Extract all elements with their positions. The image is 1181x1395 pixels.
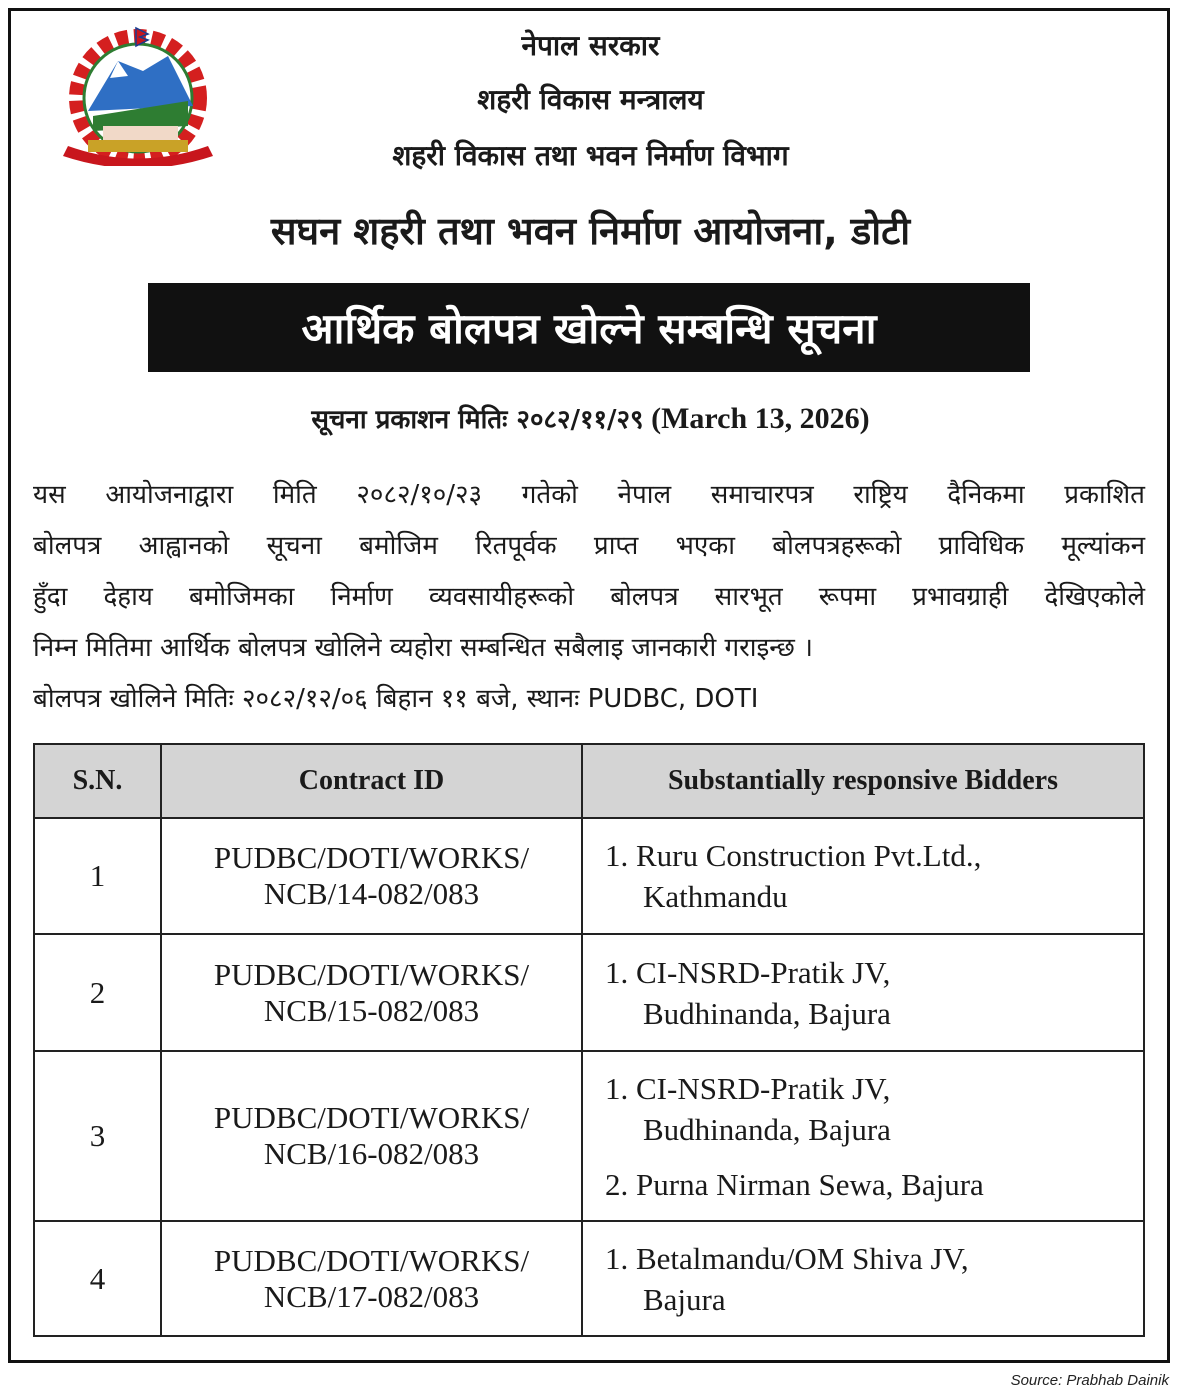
opening-details: बोलपत्र खोलिने मितिः २०८२/१२/०६ बिहान ११ बजे, स्थानः PUDBC, DOTI xyxy=(33,684,759,714)
bidder xyxy=(605,835,1142,917)
bidder xyxy=(605,1068,1142,1150)
body-line: बोलपत्र आह्वानको सूचना बमोजिम रितपूर्वक प्राप्त भएका बोलपत्रहरूको प्राविधिक मूल्यांकन xyxy=(33,531,1145,561)
body-line: हुँदा देहाय बमोजिमका निर्माण व्यवसायीहरूको बोलपत्र सारभूत रूपमा प्रभावग्राही देखिएकोले xyxy=(33,582,1145,612)
contract-id-line: PUDBC/DOTI/WORKS/ xyxy=(213,840,530,875)
government-name: नेपाल सरकार xyxy=(521,29,660,62)
row-contract-id xyxy=(161,1051,582,1221)
bidder-name: 2. Purna Nirman Sewa, Bajura xyxy=(605,1166,984,1202)
contract-id-line: NCB/17-082/083 xyxy=(263,1278,480,1314)
notice-title: आर्थिक बोलपत्र खोल्ने सम्बन्धि सूचना xyxy=(148,283,1030,372)
contract-id-line: PUDBC/DOTI/WORKS/ xyxy=(213,956,530,992)
bidder xyxy=(605,1164,1142,1205)
row-bidders xyxy=(582,818,1144,934)
row-contract-id xyxy=(161,934,582,1051)
header-bidders: Substantially responsive Bidders xyxy=(582,744,1144,818)
contract-id-line: NCB/14-082/083 xyxy=(263,876,480,911)
row-bidders xyxy=(582,1051,1144,1221)
bidder-place: Kathmandu xyxy=(643,879,788,914)
row-sn: 2 xyxy=(34,934,161,1051)
publication-date-nepali: सूचना प्रकाशन मितिः २०८२/११/२९ xyxy=(311,405,644,435)
bidder-name: 1. CI-NSRD-Pratik JV, xyxy=(605,1070,891,1106)
row-sn: 1 xyxy=(34,818,161,934)
row-sn: 4 xyxy=(34,1221,161,1336)
source-credit: Source: Prabhab Dainik xyxy=(1010,1372,1169,1389)
bidder-place: Bajura xyxy=(643,1281,726,1317)
bidder-name: 1. Betalmandu/OM Shiva JV, xyxy=(605,1240,969,1276)
bidder-place: Budhinanda, Bajura xyxy=(643,995,891,1031)
row-bidders xyxy=(582,1221,1144,1336)
table-row xyxy=(34,934,1144,1051)
ministry-name: शहरी विकास मन्त्रालय xyxy=(477,83,704,116)
table-row xyxy=(34,1051,1144,1221)
header-sn: S.N. xyxy=(34,744,161,818)
table-header-row xyxy=(34,744,1144,818)
bidder-name: 1. Ruru Construction Pvt.Ltd., xyxy=(605,838,982,873)
bidder xyxy=(605,952,1142,1034)
row-sn: 3 xyxy=(34,1051,161,1221)
bidder-name: 1. CI-NSRD-Pratik JV, xyxy=(605,954,891,990)
table-row xyxy=(34,1221,1144,1336)
department-name: शहरी विकास तथा भवन निर्माण विभाग xyxy=(392,139,789,172)
header-contract-id: Contract ID xyxy=(161,744,582,818)
bidder-place: Budhinanda, Bajura xyxy=(643,1111,891,1147)
contract-id-line: PUDBC/DOTI/WORKS/ xyxy=(213,1100,530,1135)
row-bidders xyxy=(582,934,1144,1051)
office-name: सघन शहरी तथा भवन निर्माण आयोजना, डोटी xyxy=(270,209,911,253)
notice-body xyxy=(33,470,1145,725)
table-row xyxy=(34,818,1144,934)
bidder xyxy=(605,1238,1142,1320)
publication-date xyxy=(0,400,1181,436)
contract-id-line: NCB/15-082/083 xyxy=(263,992,480,1028)
body-line: यस आयोजनाद्वारा मिति २०८२/१०/२३ गतेको नेपाल समाचारपत्र राष्ट्रिय दैनिकमा प्रकाशित xyxy=(33,480,1145,510)
row-contract-id xyxy=(161,818,582,934)
body-line: निम्न मितिमा आर्थिक बोलपत्र खोलिने व्यहोरा सम्बन्धित सबैलाइ जानकारी गराइन्छ । xyxy=(33,633,813,663)
contract-id-line: NCB/16-082/083 xyxy=(263,1136,480,1171)
bidders-table xyxy=(33,743,1145,1337)
row-contract-id xyxy=(161,1221,582,1336)
publication-date-english: (March 13, 2026) xyxy=(651,402,870,435)
contract-id-line: PUDBC/DOTI/WORKS/ xyxy=(213,1242,530,1278)
